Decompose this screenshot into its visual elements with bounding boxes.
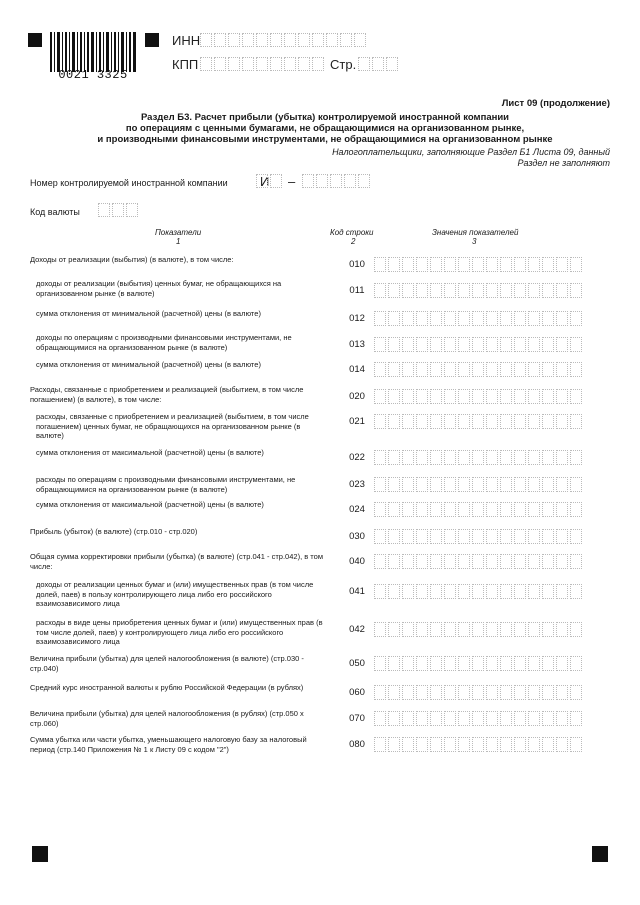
row-label-030: Прибыль (убыток) (в валюте) (стр.010 - стр.020) — [30, 527, 198, 536]
row-label-022: сумма отклонения от максимальной (расчетной) цены (в валюте) — [36, 448, 264, 457]
company-number-field[interactable] — [302, 174, 372, 188]
col-header-values: Значения показателей — [432, 228, 519, 237]
row-value-field-024[interactable] — [374, 502, 584, 517]
row-value-field-070[interactable] — [374, 711, 584, 726]
row-value-field-060[interactable] — [374, 685, 584, 700]
row-label-040: Общая сумма корректировки прибыли (убытка) (в валюте) (стр.041 - стр.042), в том числе: — [30, 552, 323, 571]
corner-marker-top-middle — [145, 33, 159, 47]
row-value-field-023[interactable] — [374, 477, 584, 492]
row-label-050: Величина прибыли (убытка) для целей налогообложения (в валюте) (стр.030 - стр.040) — [30, 654, 304, 673]
row-value-field-020[interactable] — [374, 389, 584, 404]
row-label-024: сумма отклонения от максимальной (расчетной) цены (в валюте) — [36, 500, 264, 509]
row-value-field-012[interactable] — [374, 311, 584, 326]
row-value-field-022[interactable] — [374, 450, 584, 465]
row-value-field-011[interactable] — [374, 283, 584, 298]
col-header-values-num: 3 — [472, 237, 477, 246]
row-code-022: 022 — [349, 452, 365, 463]
sheet-label: Лист 09 (продолжение) — [501, 98, 610, 109]
row-code-023: 023 — [349, 479, 365, 490]
company-number-prefix-cell — [256, 174, 284, 188]
row-label-070: Величина прибыли (убытка) для целей налогообложения (в рублях) (стр.050 х стр.060) — [30, 709, 304, 728]
barcode-number: 0021 3325 — [58, 68, 128, 82]
kpp-label: КПП — [172, 57, 199, 72]
barcode — [50, 32, 136, 72]
row-label-020: Расходы, связанные с приобретением и реализацией (выбытием, в том числе погашением) (в валюте), в том числе: — [30, 385, 304, 404]
row-code-014: 014 — [349, 364, 365, 375]
row-label-060: Средний курс иностранной валюты к рублю Российской Федерации (в рублях) — [30, 683, 304, 692]
inn-field[interactable] — [200, 33, 368, 47]
row-code-024: 024 — [349, 504, 365, 515]
row-label-021: расходы, связанные с приобретением и реализацией (выбытием, в том числе погашением) ценных бумаг, не обращающихся на организованном рынке (в валюте) — [36, 412, 309, 440]
company-number-prefix: И — [260, 174, 270, 189]
row-label-010: Доходы от реализации (выбытия) (в валюте), в том числе: — [30, 255, 234, 264]
row-code-041: 041 — [349, 586, 365, 597]
page-number-field[interactable] — [358, 57, 400, 71]
inn-label: ИНН — [172, 33, 201, 48]
row-code-060: 060 — [349, 687, 365, 698]
col-header-code-num: 2 — [351, 237, 356, 246]
row-label-080: Сумма убытка или части убытка, уменьшающего налоговую базу за налоговый период (стр.140 Приложения № 1 к Листу 09 с кодом "2") — [30, 735, 307, 754]
row-value-field-014[interactable] — [374, 362, 584, 377]
corner-marker-bottom-left — [32, 846, 48, 862]
row-value-field-021[interactable] — [374, 414, 584, 429]
currency-label: Код валюты — [30, 207, 80, 217]
row-label-042: расходы в виде цены приобретения ценных бумаг и (или) имущественных прав (в том числе долей, паев) у контролирующего лица либо его российского взаимозависимого лица — [36, 618, 323, 646]
row-value-field-042[interactable] — [374, 622, 584, 637]
company-number-dash: – — [288, 174, 296, 189]
row-label-012: сумма отклонения от минимальной (расчетной) цены (в валюте) — [36, 309, 261, 318]
col-header-code: Код строки — [330, 228, 374, 237]
row-value-field-030[interactable] — [374, 529, 584, 544]
row-code-011: 011 — [349, 285, 365, 296]
row-code-040: 040 — [349, 556, 365, 567]
row-label-013: доходы по операциям с производными финансовыми инструментами, не обращающимися на организованном рынке (в валюте) — [36, 333, 292, 352]
row-value-field-010[interactable] — [374, 257, 584, 272]
currency-field[interactable] — [98, 203, 140, 217]
section-title-line-1: Раздел Б3. Расчет прибыли (убытка) контролируемой иностранной компании — [140, 112, 510, 123]
note-line-2: Раздел не заполняют — [517, 158, 610, 168]
company-number-label: Номер контролируемой иностранной компании — [30, 178, 228, 188]
row-code-050: 050 — [349, 658, 365, 669]
row-value-field-040[interactable] — [374, 554, 584, 569]
col-header-indicators: Показатели — [155, 228, 202, 237]
row-code-070: 070 — [349, 713, 365, 724]
kpp-field[interactable] — [200, 57, 326, 71]
row-code-013: 013 — [349, 339, 365, 350]
row-code-030: 030 — [349, 531, 365, 542]
note-line-1: Налогоплательщики, заполняющие Раздел Б1 Листа 09, данный — [332, 147, 610, 157]
row-label-014: сумма отклонения от минимальной (расчетной) цены (в валюте) — [36, 360, 261, 369]
row-label-011: доходы от реализации (выбытия) ценных бумаг, не обращающихся на организованном рынке (в валюте) — [36, 279, 282, 298]
row-value-field-080[interactable] — [374, 737, 584, 752]
section-title-line-3: и производными финансовыми инструментами, не обращающимися на организованном рынке — [97, 134, 553, 145]
page-label: Стр. — [330, 57, 357, 72]
corner-marker-top-left — [28, 33, 42, 47]
row-code-042: 042 — [349, 624, 365, 635]
section-title-line-2: по операциям с ценными бумагами, не обращающимися на организованном рынке, — [125, 123, 525, 134]
row-code-080: 080 — [349, 739, 365, 750]
row-label-041: доходы от реализации ценных бумаг и (или) имущественных прав (в том числе долей, паев) в пользу контролирующего лица либо его российского взаимозависимого лица — [36, 580, 314, 608]
row-code-010: 010 — [349, 259, 365, 270]
row-value-field-050[interactable] — [374, 656, 584, 671]
row-code-020: 020 — [349, 391, 365, 402]
col-header-indicators-num: 1 — [176, 237, 181, 246]
row-code-021: 021 — [349, 416, 365, 427]
corner-marker-bottom-right — [592, 846, 608, 862]
row-value-field-041[interactable] — [374, 584, 584, 599]
row-value-field-013[interactable] — [374, 337, 584, 352]
row-label-023: расходы по операциям с производными финансовыми инструментами, не обращающимися на организованном рынке (в валюте) — [36, 475, 296, 494]
row-code-012: 012 — [349, 313, 365, 324]
